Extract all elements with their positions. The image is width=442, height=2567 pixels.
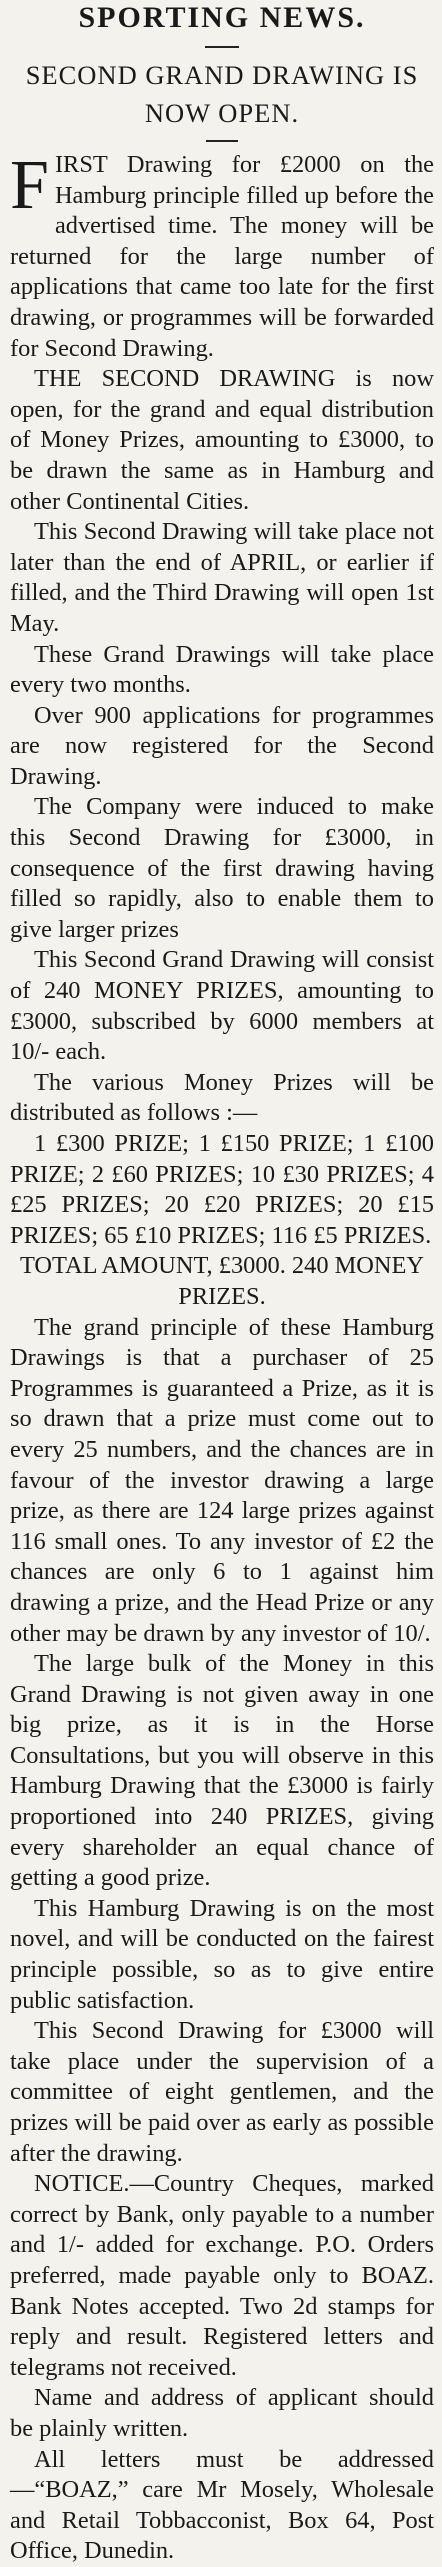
drop-cap: F <box>10 147 49 224</box>
paragraph-4: These Grand Drawings will take place every two months. <box>10 640 434 699</box>
paragraph-5: Over 900 applications for programmes are now registered for the Second Drawing. <box>10 701 434 790</box>
paragraph-2: THE SECOND DRAWING is now open, for the grand and equal distribution of Money Prizes, amounting to £3000, to be drawn the same as in Hamburg and other Continental Cities. <box>10 365 434 515</box>
prize-list: 1 £300 PRIZE; 1 £150 PRIZE; 1 £100 PRIZE; 2 £60 PRIZES; 10 £30 PRIZES; 4 £25 PRIZES; 20 £20 PRIZES; 20 £15 PRIZES; 65 £10 PRIZES; 116 £5 PRIZES. <box>10 1130 434 1249</box>
paragraph-14: This Second Drawing for £3000 will take place under the supervision of a committee of eight gentlemen, and the prizes will be paid over as early as possible after the drawing. <box>10 2017 434 2167</box>
masthead: SPORTING NEWS. <box>78 1 366 34</box>
divider-rule <box>205 46 239 48</box>
paragraph-12: The large bulk of the Money in this Grand Drawing is not given away in one big prize, as it is in the Horse Consultations, but you will observe in this Hamburg Drawing that the £3000 is fairly proportioned into 240 PRIZES, giving every shareholder an equal chance of getting a good prize. <box>10 1650 434 1892</box>
article-body <box>10 147 434 2567</box>
notice-paragraph: NOTICE.—Country Cheques, marked correct by Bank, only payable to a number and 1/- added for exchange. P.O. Orders preferred, made payable only to BOAZ. Bank Notes accepted. Two 2d stamps for reply and result. Registered letters and telegrams not received. <box>10 2170 434 2381</box>
paragraph-1-text: IRST Drawing for £2000 on the Hamburg principle filled up before the advertised time. The money will be returned for the large number of applications that came too late for the first drawing, or programmes will be forwarded for Second Drawing. <box>10 151 434 362</box>
paragraph-3: This Second Drawing will take place not later than the end of APRIL, or earlier if filled, and the Third Drawing will open 1st May. <box>10 518 434 637</box>
paragraph-13: This Hamburg Drawing is on the most novel, and will be conducted on the fairest principle possible, so as to give entire public satisfaction. <box>10 1894 434 2014</box>
paragraph-16: Name and address of applicant should be plainly written. <box>10 2384 434 2442</box>
paragraph-6: The Company were induced to make this Second Drawing for £3000, in consequence of the first drawing having filled so rapidly, also to enable them to give larger prizes <box>10 793 434 943</box>
address-paragraph: All letters must be addressed—“BOAZ,” care Mr Mosely, Wholesale and Retail Tobbacconist, Box 64, Post Office, Dunedin. <box>10 2445 434 2565</box>
paragraph-8: The various Money Prizes will be distributed as follows :— <box>10 1068 434 1127</box>
total-amount: TOTAL AMOUNT, £3000. 240 MONEY PRIZES. <box>19 1252 425 1310</box>
subheading: SECOND GRAND DRAWING IS NOW OPEN. <box>25 60 419 128</box>
paragraph-1 <box>10 147 434 364</box>
paragraph-7: This Second Grand Drawing will consist of 240 MONEY PRIZES, amounting to £3000, subscribed by 6000 members at 10/- each. <box>10 946 434 1066</box>
divider-rule-2 <box>206 140 238 142</box>
paragraph-11: The grand principle of these Hamburg Drawings is that a purchaser of 25 Programmes is guaranteed a Prize, as it is so drawn that a prize must come out to every 25 numbers, and the chances are in favour of the investor drawing a large prize, as there are 124 large prizes against 116 small ones. To any investor of £2 the chances are only 6 to 1 against him drawing a prize, and the Head Prize or any other may be drawn by any investor of 10/. <box>10 1313 434 1647</box>
